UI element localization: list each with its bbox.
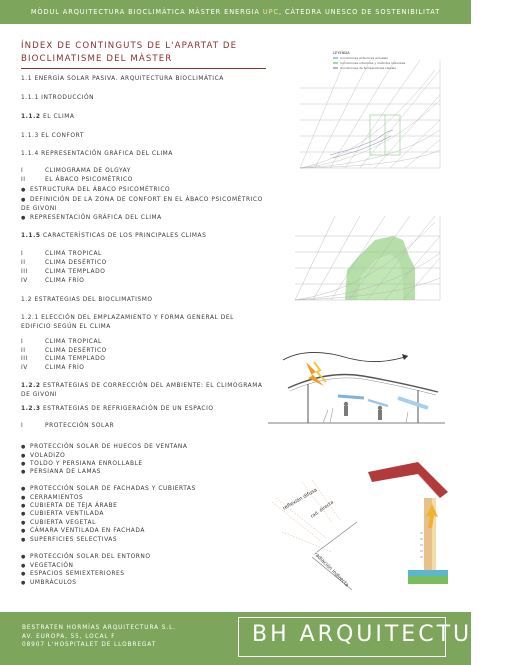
toc-bullet: ● CUBIERTA DE TEJA ÁRABE	[21, 503, 117, 509]
toc-section-1-1-3: 1.1.3 EL CONFORT	[21, 133, 84, 139]
climate-zone-chart-svg	[275, 208, 450, 313]
toc-item: I CLIMOGRAMA DE OLGYAY	[21, 168, 131, 174]
toc-bullet: ● PERSIANA DE LAMAS	[21, 469, 101, 475]
header-text: MÒDUL ARQUITECTURA BIOCLIMÀTICA MÀSTER ENERGIA UPC, CÀTEDRA UNESCO DE SOSTENIBILITAT	[30, 8, 441, 16]
psychrometric-chart-figure	[275, 40, 450, 182]
toc-bullet: ● TOLDO Y PERSIANA ENROLLABLE	[21, 461, 143, 467]
toc-item: I CLIMA TROPICAL	[21, 251, 102, 257]
toc-bullet: ● UMBRÁCULOS	[21, 580, 77, 586]
toc-section-1-1: 1.1 ENERGÍA SOLAR PASIVA. ARQUITECTURA BIOCLIMÁTICA	[21, 76, 224, 82]
psychrometric-chart-svg	[275, 40, 450, 182]
toc-bullet: ● DEFINICIÓN DE LA ZONA DE CONFORT EN EL ÁBACO PSICOMÉTRICO DE GIVONI	[21, 196, 266, 214]
toc-section-1-1-4: 1.1.4 REPRESENTACIÓN GRÁFICA DEL CLIMA	[21, 151, 173, 157]
header-bar	[0, 0, 471, 24]
toc-section-1-1-5: 1.1.5 CARACTERÍSTICAS DE LOS PRINCIPALES CLIMAS	[21, 233, 207, 239]
toc-bullet: ● SUPERFICIES SELECTIVAS	[21, 537, 117, 543]
toc-item: I CLIMA TROPICAL	[21, 339, 102, 345]
toc-bullet: ● CUBIERTA VENTILADA	[21, 511, 104, 517]
toc-item: II CLIMA DESÉRTICO	[21, 348, 107, 354]
chart-legend-title: LEYENDA	[333, 51, 350, 55]
toc-section-1-2-2: 1.2.2 ESTRATEGIAS DE CORRECCIÓN DEL AMBIENTE: EL CLIMOGRAMA DE GIVONI	[21, 383, 263, 398]
toc-bullet: ● PROTECCIÓN SOLAR DEL ENTORNO	[21, 554, 151, 560]
company-logo-text: BH ARQUITECTURA	[252, 622, 508, 647]
chart-legend-item: Condiciones exteriores actuales	[340, 56, 388, 60]
toc-item: I PROTECCIÓN SOLAR	[21, 423, 115, 429]
toc-item: III CLIMA TEMPLADO	[21, 356, 106, 362]
toc-bullet: ● ESTRUCTURA DEL ÁBACO PSICOMÉTRICO	[21, 187, 170, 193]
toc-item: IV CLIMA FRÍO	[21, 365, 85, 371]
wall-section-figure	[368, 462, 448, 590]
toc-bullet: ● ESPACIOS SEMIEXTERIORES	[21, 571, 125, 577]
toc-bullet: ● REPRESENTACIÓN GRÁFICA DEL CLIMA	[21, 215, 162, 221]
toc-bullet: ● PROTECCIÓN SOLAR DE FACHADAS Y CUBIERTAS	[21, 486, 196, 492]
address-city: 08907 L'HOSPITALET DE LLOBREGAT	[22, 642, 157, 649]
toc-section-1-2-3: 1.2.3 ESTRATEGIAS DE REFRIGERACIÓN DE UN ESPACIO	[21, 406, 214, 412]
toc-bullet: ● CERRAMIENTOS	[21, 495, 83, 501]
chart-legend-item: Condiciones de temperaturas ideales	[340, 66, 396, 70]
page-title: ÍNDEX DE CONTINGUTS DE L'APARTAT DE BIOCLIMATISME DEL MÀSTER	[21, 41, 238, 64]
toc-section-1-1-2: 1.1.2 EL CLIMA	[21, 114, 75, 120]
toc-item: II EL ÁBACO PSICOMÉTRICO	[21, 177, 133, 183]
toc-bullet: ● VEGETACIÓN	[21, 563, 74, 569]
ventilation-section-figure	[268, 348, 445, 428]
wall-section-svg	[368, 462, 448, 590]
toc-bullet: ● CÁMARA VENTILADA EN FACHADA	[21, 528, 145, 534]
toc-section-1-2: 1.2 ESTRATEGIAS DEL BIOCLIMATISMO	[21, 297, 153, 303]
indirect-radiation-label: radiación indirecta	[312, 551, 350, 589]
toc-bullet: ● PROTECCIÓN SOLAR DE HUECOS DE VENTANA	[21, 444, 187, 450]
radiation-diagram-figure	[262, 462, 362, 590]
toc-item: II CLIMA DESÉRTICO	[21, 260, 107, 266]
toc-item: III CLIMA TEMPLADO	[21, 269, 106, 275]
ventilation-section-svg	[268, 348, 445, 428]
toc-section-1-2-1: 1.2.1 ELECCIÓN DEL EMPLAZAMIENTO Y FORMA GENERAL DEL EDIFICIO SEGÚN EL CLIMA	[21, 315, 234, 330]
toc-section-1-1-1: 1.1.1 INTRODUCCIÓN	[21, 95, 95, 101]
toc-bullet: ● VOLADIZO	[21, 453, 65, 459]
climate-zone-chart-figure	[275, 208, 450, 313]
company-address	[22, 624, 176, 650]
address-street: AV. EUROPA, 55, LOCAL F	[22, 633, 116, 640]
toc-item: IV CLIMA FRÍO	[21, 278, 85, 284]
toc-bullet: ● CUBIERTA VEGETAL	[21, 520, 96, 526]
diffuse-reflection-label: reflexión difusa	[282, 487, 319, 512]
radiation-diagram-svg	[262, 462, 362, 590]
chart-legend-item: Condiciones interiores y métodos naturales	[340, 61, 406, 65]
company-name: BESTRATEN HORMÍAS ARQUITECTURA S.L.	[22, 625, 176, 631]
title-divider	[21, 68, 266, 69]
direct-radiation-label: rad. directa	[310, 500, 335, 520]
